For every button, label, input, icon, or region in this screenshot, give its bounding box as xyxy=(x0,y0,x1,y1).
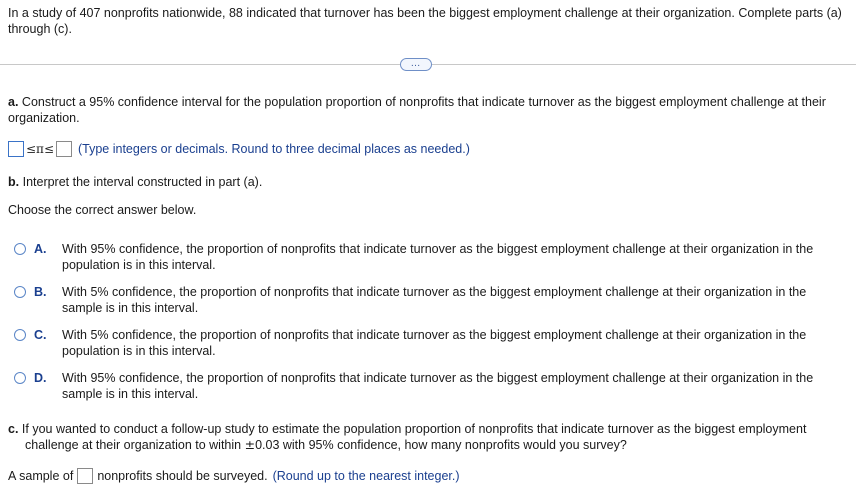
part-a-text: Construct a 95% confidence interval for the population proportion of nonprofits that indicate turnover as the biggest employment challenge at their organization. xyxy=(8,95,826,125)
option-d-text: With 95% confidence, the proportion of nonprofits that indicate turnover as the biggest employment challenge at their organization in the sample is in this interval. xyxy=(62,371,814,401)
problem-intro: In a study of 407 nonprofits nationwide, 88 indicated that turnover has been the biggest employment challenge at their organization. Complete parts (a) through (c). xyxy=(8,6,842,36)
more-options-button[interactable]: … xyxy=(400,58,432,71)
part-c-text-line2-pre: challenge at their organization to within xyxy=(25,438,245,452)
pi-inequality-symbol: ≤π≤ xyxy=(26,142,54,156)
part-c-hint: (Round up to the nearest integer.) xyxy=(272,469,460,483)
part-a-answer-row xyxy=(8,139,470,159)
option-c-radio[interactable] xyxy=(14,329,26,341)
option-a-letter: A. xyxy=(34,242,47,256)
option-c[interactable] xyxy=(14,327,836,359)
option-b-letter: B. xyxy=(34,285,47,299)
part-b-label: b. xyxy=(8,175,20,189)
option-c-letter: C. xyxy=(34,328,47,342)
sample-size-input[interactable] xyxy=(77,468,93,484)
upper-bound-input[interactable] xyxy=(56,141,72,157)
part-c-text-line1: If you wanted to conduct a follow-up study to estimate the population proportion of nonprofits that indicate turnover as the biggest employment xyxy=(21,422,807,436)
option-d[interactable] xyxy=(14,370,836,402)
choose-instruction: Choose the correct answer below. xyxy=(8,203,197,217)
part-b-question xyxy=(8,175,262,189)
option-d-letter: D. xyxy=(34,371,47,385)
option-a-text: With 95% confidence, the proportion of nonprofits that indicate turnover as the biggest employment challenge at their organization in the population is in this interval. xyxy=(62,242,814,272)
lower-bound-input[interactable] xyxy=(8,141,24,157)
option-b-radio[interactable] xyxy=(14,286,26,298)
option-b-text: With 5% confidence, the proportion of nonprofits that indicate turnover as the biggest employment challenge at their organization in the sample is in this interval. xyxy=(62,285,807,315)
part-b-text: Interpret the interval constructed in part (a). xyxy=(22,175,263,189)
plus-minus-symbol: ± xyxy=(244,437,256,452)
part-a-hint: (Type integers or decimals. Round to three decimal places as needed.) xyxy=(78,142,470,156)
part-a-question xyxy=(8,94,844,126)
part-c-answer-row xyxy=(8,466,460,486)
option-b[interactable] xyxy=(14,284,836,316)
option-a[interactable] xyxy=(14,241,836,273)
part-c-label: c. xyxy=(8,422,19,436)
option-c-text: With 5% confidence, the proportion of nonprofits that indicate turnover as the biggest employment challenge at their organization in the population is in this interval. xyxy=(62,328,807,358)
answer-prefix: A sample of xyxy=(8,469,74,483)
part-a-label: a. xyxy=(8,95,19,109)
part-c-question xyxy=(8,421,848,453)
option-d-radio[interactable] xyxy=(14,372,26,384)
part-c-text-line2-post: 0.03 with 95% confidence, how many nonprofits would you survey? xyxy=(255,438,627,452)
answer-suffix: nonprofits should be surveyed. xyxy=(97,469,268,483)
option-a-radio[interactable] xyxy=(14,243,26,255)
